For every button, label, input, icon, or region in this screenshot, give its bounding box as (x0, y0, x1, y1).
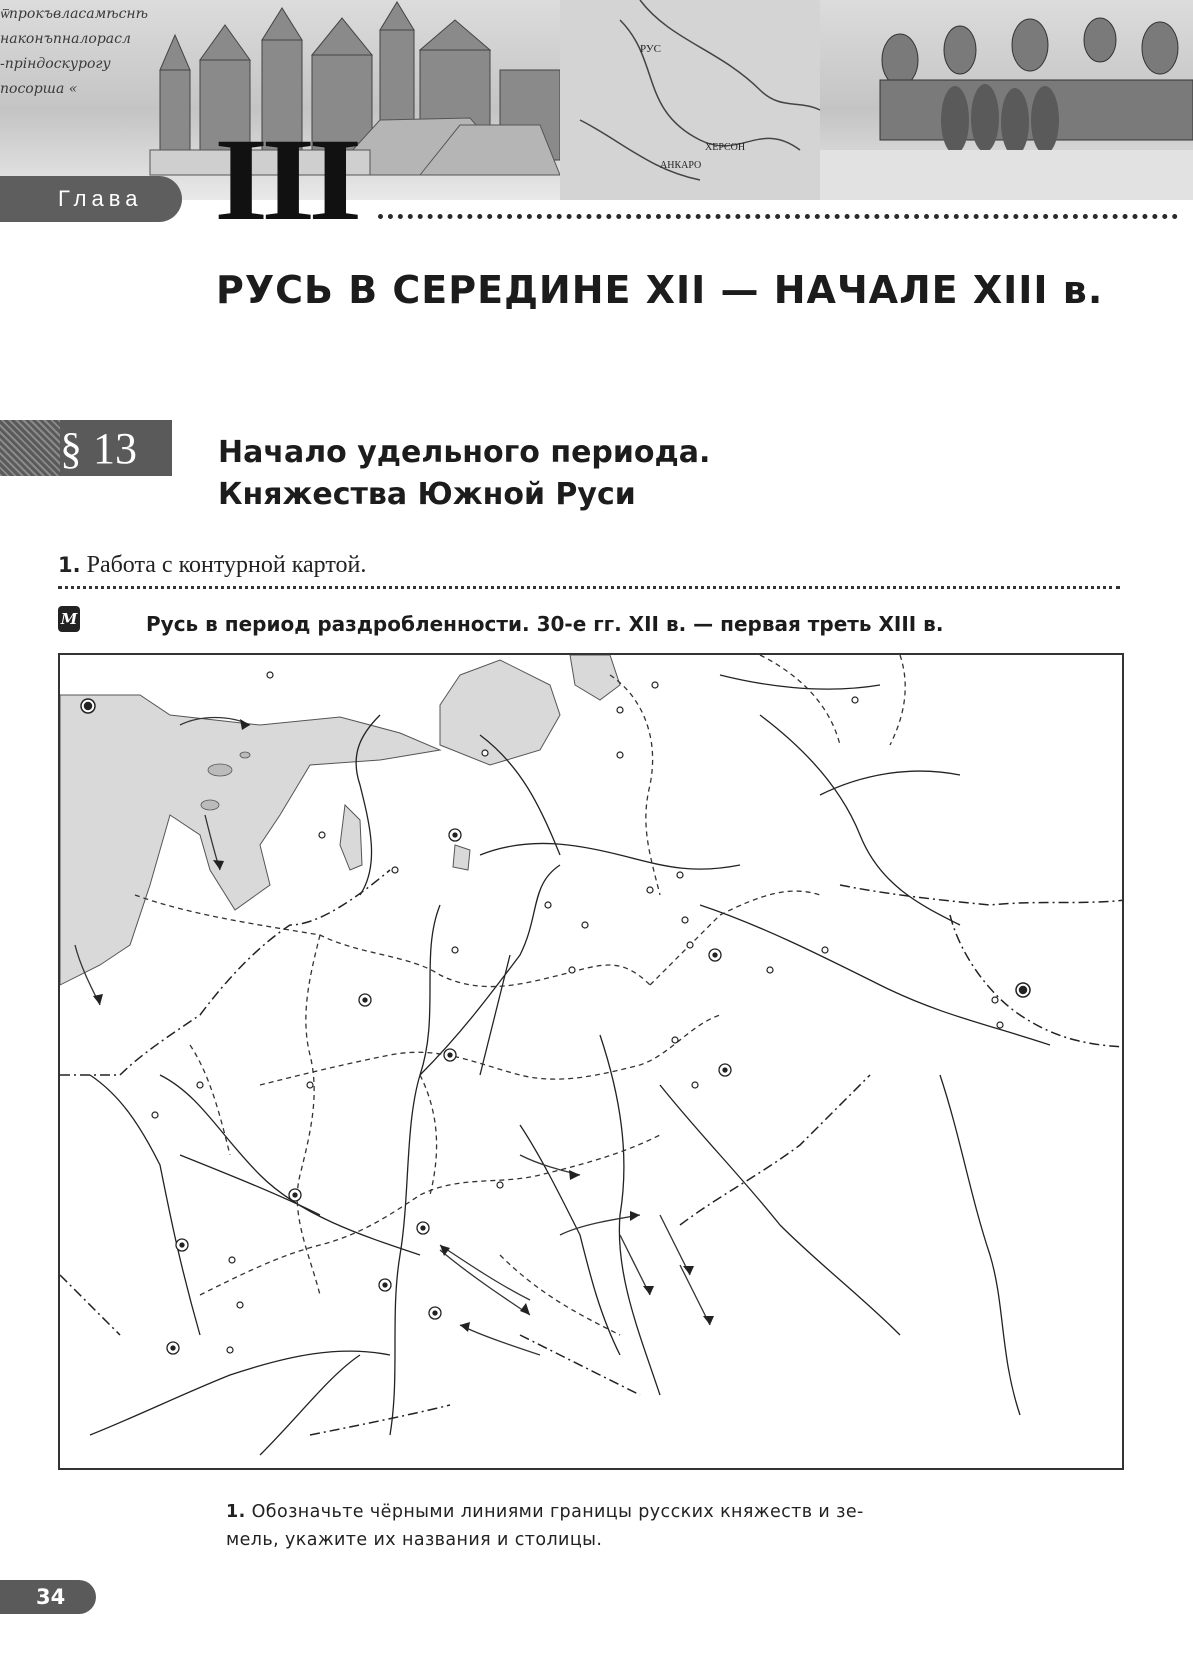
section-title-line-1: Начало удельного периода. (218, 435, 711, 470)
contour-map (58, 653, 1124, 1470)
chapter-title: РУСЬ В СЕРЕДИНЕ XII — НАЧАЛЕ XIII в. (216, 268, 1104, 312)
chapter-banner (0, 0, 1193, 200)
dotted-separator (58, 586, 1120, 589)
script-line-3: -пріндоскурогу (0, 56, 111, 72)
lake-ladoga (440, 660, 560, 765)
task-number: 1. (58, 553, 81, 577)
banner-map-label-1: РУС (640, 43, 661, 55)
chapter-roman-numeral: III (214, 114, 356, 245)
instruction-number: 1. (226, 1502, 246, 1522)
banner-map-label-2: ХЕРСОН (705, 142, 746, 153)
banner-dotted-rule (378, 214, 1178, 219)
section-number-tab (0, 420, 172, 476)
section-number: § 13 (60, 423, 137, 473)
baltic-sea (60, 695, 440, 985)
page-number: 34 (36, 1585, 66, 1609)
page-number-tab (0, 1580, 96, 1614)
banner-illustration (0, 0, 1193, 200)
section-title-line-2: Княжества Южной Руси (218, 477, 636, 512)
task-instruction (226, 1498, 986, 1554)
script-line-2: наконъпналорасл (0, 31, 131, 47)
map-icon-letter: M (60, 610, 78, 628)
script-line-1: ѿпрокъвласамѣснѣ (0, 6, 148, 22)
section-title (218, 432, 710, 516)
map-caption: Русь в период раздробленности. 30-е гг. XII в. — первая треть XIII в. (146, 612, 944, 636)
lake-ilmen (453, 845, 470, 870)
manuscript-text (0, 2, 160, 102)
instruction-text-1: Обозначьте чёрными линиями границы русских княжеств и зе- (251, 1502, 864, 1522)
script-line-4: посорша « (0, 81, 78, 97)
map-marker-icon (58, 606, 80, 632)
contour-map-drawing (60, 655, 1124, 1470)
instruction-text-2: мель, укажите их названия и столицы. (226, 1530, 603, 1550)
task-heading (58, 552, 366, 579)
lake-peipus (340, 805, 362, 870)
instruction-line-1 (226, 1498, 986, 1526)
chapter-label-tab (0, 176, 182, 222)
task-text: Работа с контурной картой. (86, 552, 367, 578)
chapter-label: Глава (58, 186, 143, 211)
banner-map-label-3: АНКАРО (660, 160, 702, 171)
